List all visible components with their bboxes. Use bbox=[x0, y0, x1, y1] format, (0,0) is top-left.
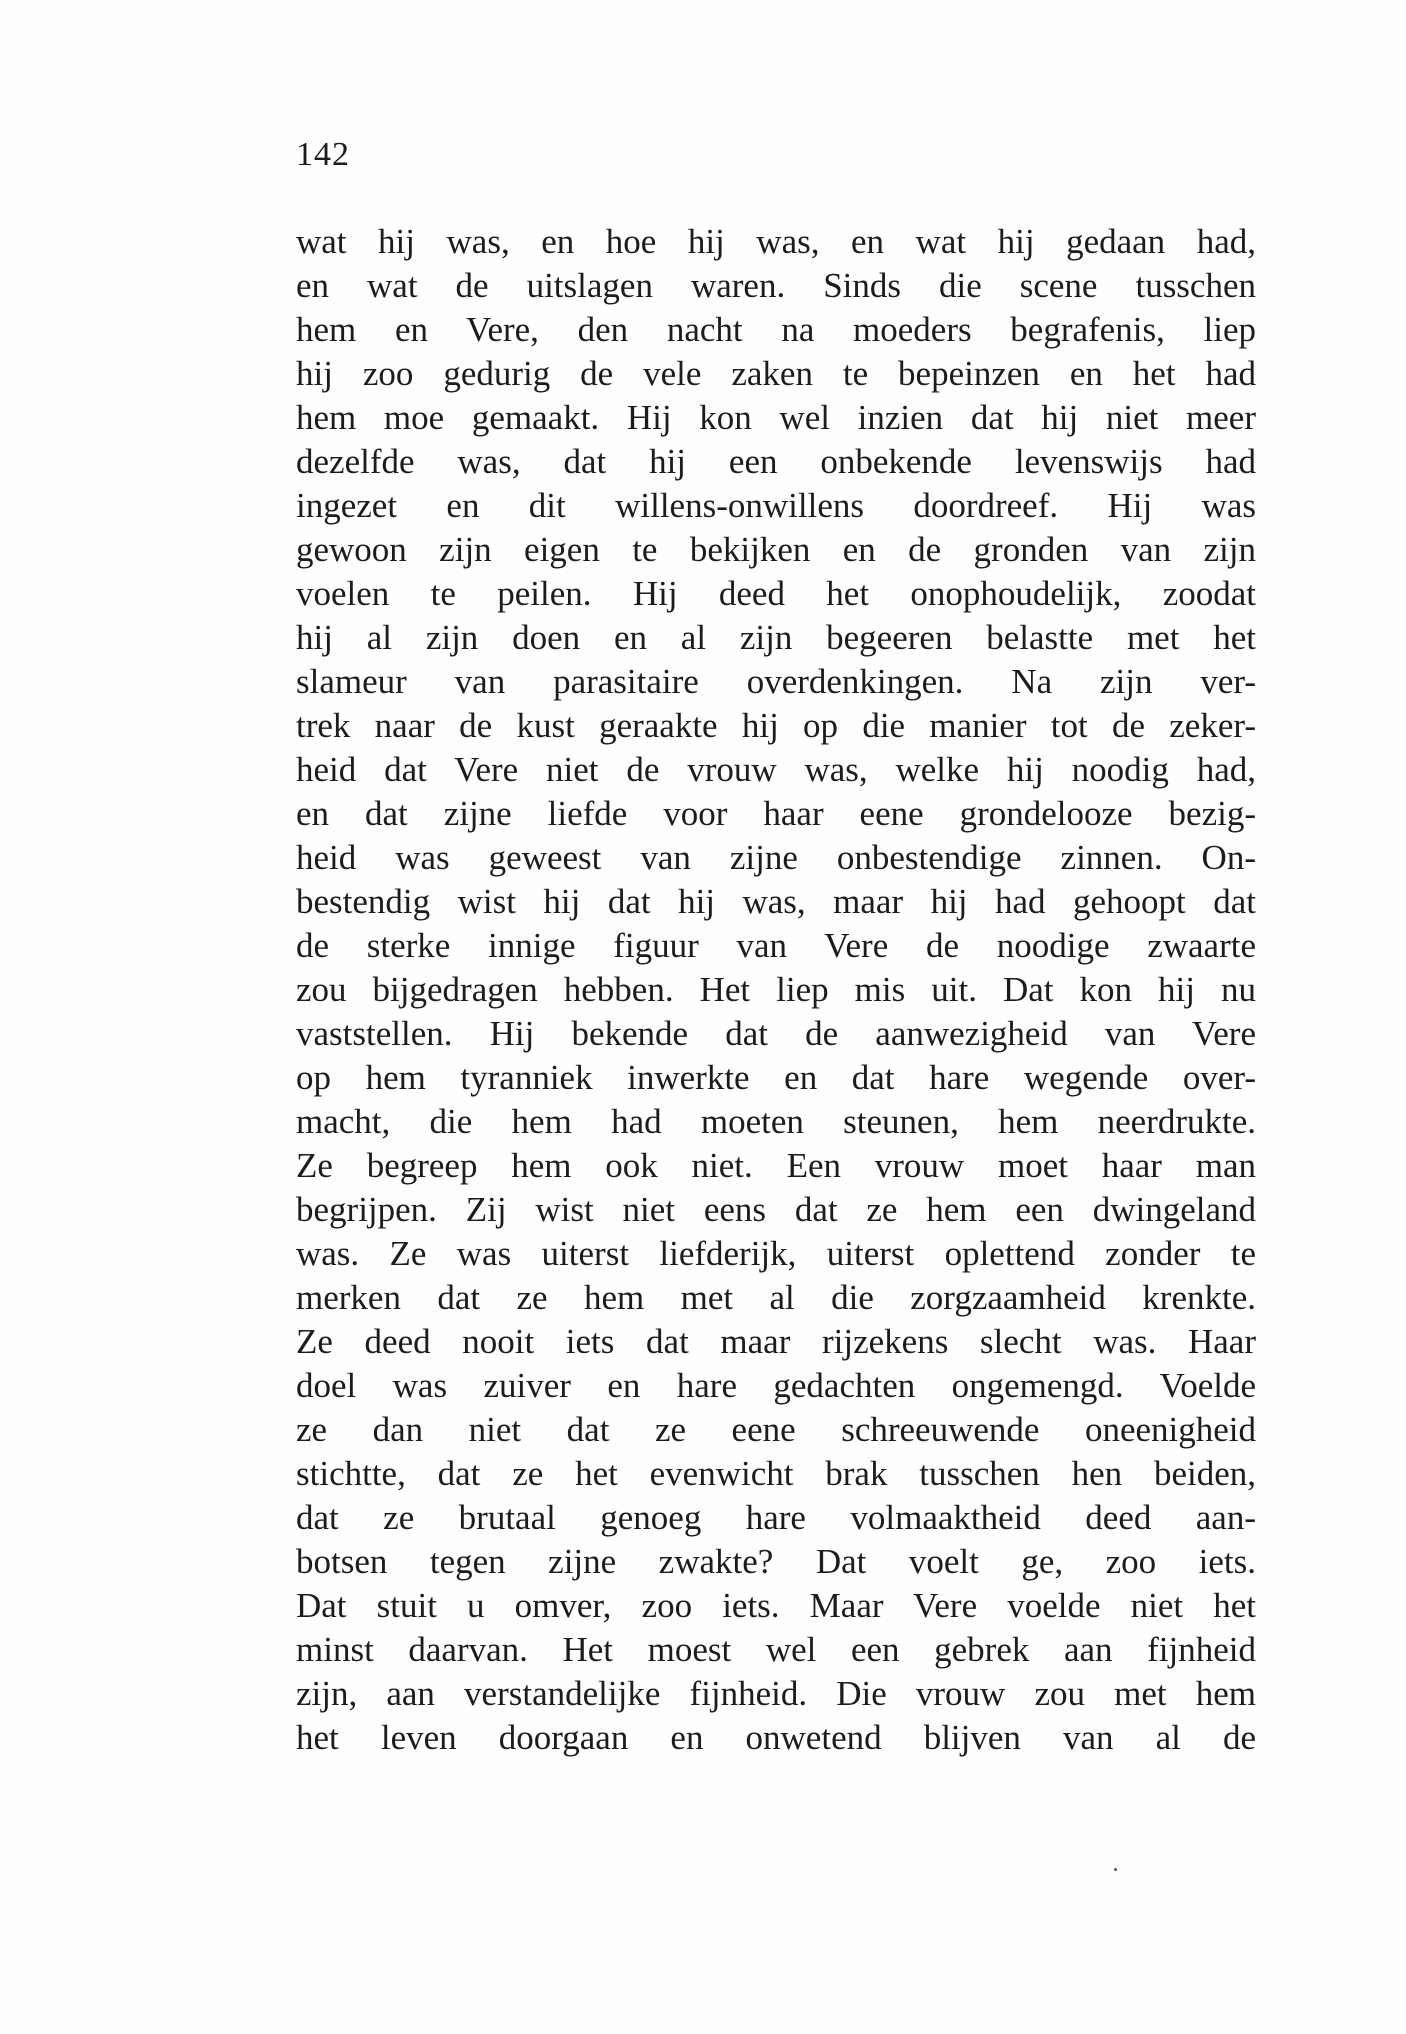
text-line: hij al zijn doen en al zijn begeeren belastte met het bbox=[296, 618, 1256, 657]
text-line: botsen tegen zijne zwakte? Dat voelt ge, zoo iets. bbox=[296, 1542, 1256, 1581]
text-line: het leven doorgaan en onwetend blijven van al de bbox=[296, 1718, 1256, 1757]
text-line: heid dat Vere niet de vrouw was, welke hij noodig had, bbox=[296, 750, 1256, 789]
text-line: begrijpen. Zij wist niet eens dat ze hem een dwingeland bbox=[296, 1190, 1256, 1229]
text-line: bestendig wist hij dat hij was, maar hij had gehoopt dat bbox=[296, 882, 1256, 921]
text-line: Ze deed nooit iets dat maar rijzekens slecht was. Haar bbox=[296, 1322, 1256, 1361]
text-line: dat ze brutaal genoeg hare volmaaktheid deed aan- bbox=[296, 1498, 1256, 1537]
text-line: Ze begreep hem ook niet. Een vrouw moet haar man bbox=[296, 1146, 1256, 1185]
text-line: vaststellen. Hij bekende dat de aanwezigheid van Vere bbox=[296, 1014, 1256, 1053]
text-line: slameur van parasitaire overdenkingen. Na zijn ver- bbox=[296, 662, 1256, 701]
text-line: doel was zuiver en hare gedachten ongemengd. Voelde bbox=[296, 1366, 1256, 1405]
text-line: en wat de uitslagen waren. Sinds die scene tusschen bbox=[296, 266, 1256, 305]
text-line: dezelfde was, dat hij een onbekende levenswijs had bbox=[296, 442, 1256, 481]
text-line: wat hij was, en hoe hij was, en wat hij gedaan had, bbox=[296, 222, 1256, 261]
ink-speck bbox=[1114, 1868, 1117, 1871]
text-line: op hem tyranniek inwerkte en dat hare wegende over- bbox=[296, 1058, 1256, 1097]
text-line: was. Ze was uiterst liefderijk, uiterst oplettend zonder te bbox=[296, 1234, 1256, 1273]
text-line: zijn, aan verstandelijke fijnheid. Die vrouw zou met hem bbox=[296, 1674, 1256, 1713]
text-line: Dat stuit u omver, zoo iets. Maar Vere voelde niet het bbox=[296, 1586, 1256, 1625]
text-line: minst daarvan. Het moest wel een gebrek aan fijnheid bbox=[296, 1630, 1256, 1669]
text-line: hem en Vere, den nacht na moeders begrafenis, liep bbox=[296, 310, 1256, 349]
text-line: macht, die hem had moeten steunen, hem neerdrukte. bbox=[296, 1102, 1256, 1141]
text-line: heid was geweest van zijne onbestendige zinnen. On- bbox=[296, 838, 1256, 877]
text-line: gewoon zijn eigen te bekijken en de gronden van zijn bbox=[296, 530, 1256, 569]
page-number: 142 bbox=[296, 136, 350, 173]
text-line: zou bijgedragen hebben. Het liep mis uit. Dat kon hij nu bbox=[296, 970, 1256, 1009]
text-line: en dat zijne liefde voor haar eene grondelooze bezig- bbox=[296, 794, 1256, 833]
text-line: hem moe gemaakt. Hij kon wel inzien dat hij niet meer bbox=[296, 398, 1256, 437]
body-text bbox=[296, 220, 1256, 1760]
text-line: ingezet en dit willens-onwillens doordreef. Hij was bbox=[296, 486, 1256, 525]
text-line: merken dat ze hem met al die zorgzaamheid krenkte. bbox=[296, 1278, 1256, 1317]
text-line: trek naar de kust geraakte hij op die manier tot de zeker- bbox=[296, 706, 1256, 745]
text-line: ze dan niet dat ze eene schreeuwende oneenigheid bbox=[296, 1410, 1256, 1449]
text-line: hij zoo gedurig de vele zaken te bepeinzen en het had bbox=[296, 354, 1256, 393]
text-line: de sterke innige figuur van Vere de noodige zwaarte bbox=[296, 926, 1256, 965]
text-line: voelen te peilen. Hij deed het onophoudelijk, zoodat bbox=[296, 574, 1256, 613]
text-line: stichtte, dat ze het evenwicht brak tusschen hen beiden, bbox=[296, 1454, 1256, 1493]
